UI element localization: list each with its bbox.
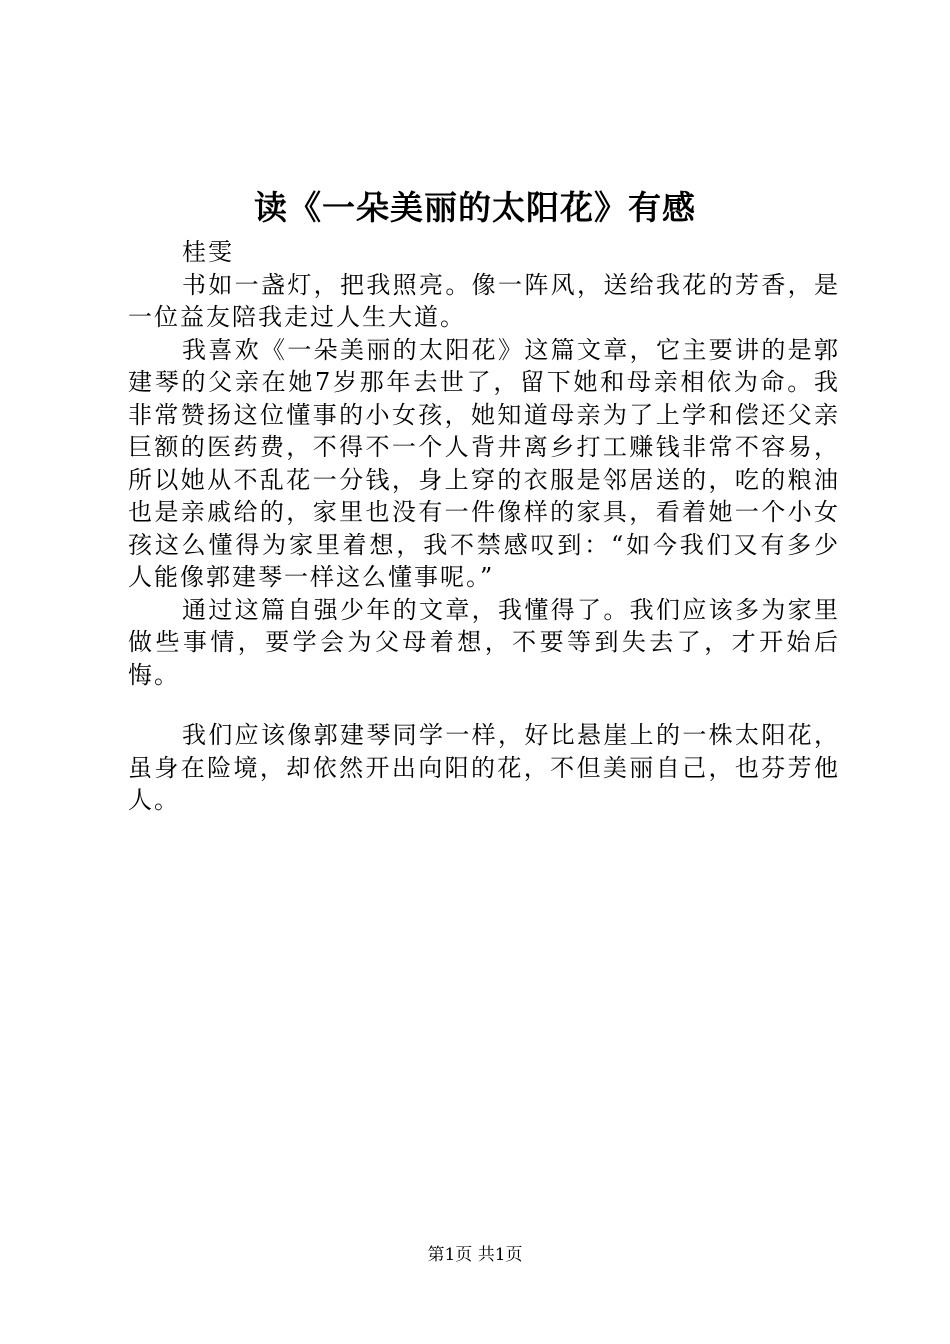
document-title: 读《一朵美丽的太阳花》有感 [254, 188, 696, 227]
paragraph-4: 我们应该像郭建琴同学一样，好比悬崖上的一株太阳花，虽身在险境，却依然开出向阳的花，不但美丽自己，也芬芳他人。 [128, 721, 840, 814]
paragraph-3: 通过这篇自强少年的文章，我懂得了。我们应该多为家里做些事情，要学会为父母着想，不要等到失去了，才开始后悔。 [128, 595, 840, 689]
paragraph-1: 书如一盏灯，把我照亮。像一阵风，送给我花的芳香，是一位益友陪我走过人生大道。 [128, 270, 840, 331]
page-footer: 第1页 共1页 [427, 1245, 523, 1265]
author-name: 桂雯 [182, 238, 234, 266]
paragraph-2: 我喜欢《一朵美丽的太阳花》这篇文章，它主要讲的是郭建琴的父亲在她7岁那年去世了，留下她和母亲相依为命。我非常赞扬这位懂事的小女孩，她知道母亲为了上学和偿还父亲巨额的医药费，不得不一个人背井离乡打工赚钱非常不容易，所以她从不乱花一分钱，身上穿的衣服是邻居送的，吃的粮油也是亲戚给的，家里也没有一件像样的家具，看着她一个小女孩这么懂得为家里着想，我不禁感叹到：“如今我们又有多少人能像郭建琴一样这么懂事呢。” [128, 335, 840, 591]
document-body [128, 236, 840, 817]
